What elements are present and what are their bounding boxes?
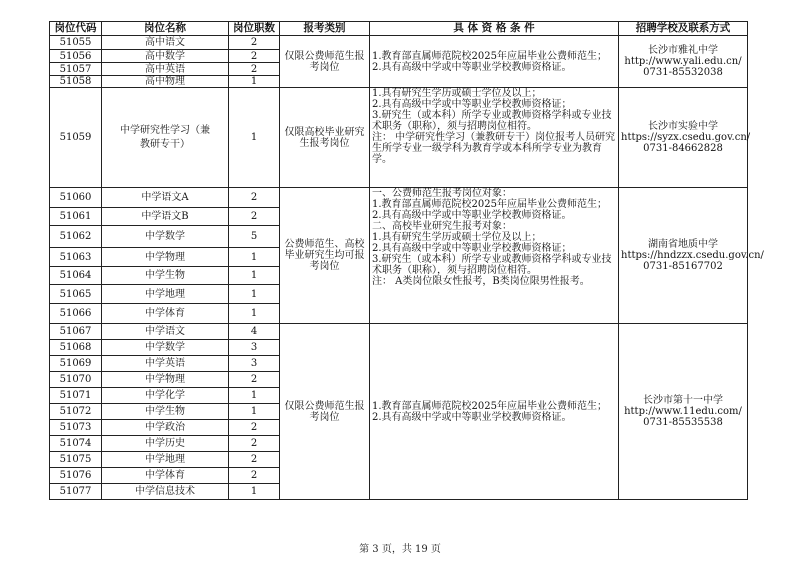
contact-cell [619, 324, 748, 500]
job-name-cell: 中学语文B [102, 208, 229, 226]
header-contact: 招聘学校及联系方式 [619, 22, 748, 36]
recruitment-table [49, 21, 764, 500]
job-name-cell: 高中物理 [102, 76, 229, 88]
category-cell: 仅限公费师范生报考岗位 [280, 36, 370, 88]
job-code-cell: 51068 [50, 340, 102, 356]
job-count-cell: 1 [229, 88, 280, 188]
job-name-cell: 中学物理 [102, 372, 229, 388]
school-website: http://www.yali.edu.cn/ [624, 56, 742, 67]
job-code-cell: 51056 [50, 50, 102, 63]
job-code-cell: 51072 [50, 404, 102, 420]
requirements-cell: 1.具有研究生学历或硕士学位及以上； 2.具有高级中学或中等职业学校教师资格证； 3.研究生（或本科）所学专业或教师资格学科或专业技术职务（职称），须与招聘岗位相符。 注： 中学研究性学习（兼教研专干）岗位报考人员研究生所学专业一级学科为教育学或本科所学专业为教育学。 [370, 88, 619, 188]
contact-cell [619, 36, 748, 88]
contact-cell [619, 88, 751, 188]
table-row [50, 88, 748, 188]
job-count-cell: 2 [229, 50, 280, 63]
job-code-cell: 51055 [50, 36, 102, 50]
job-count-cell: 1 [229, 388, 280, 404]
job-count-cell: 2 [229, 452, 280, 468]
school-phone: 0731-85167702 [643, 261, 723, 272]
job-name-cell: 中学数学 [102, 226, 229, 248]
job-code-cell: 51062 [50, 226, 102, 248]
table-row [50, 36, 748, 50]
job-count-cell: 1 [229, 248, 280, 267]
school-phone: 0731-85532038 [643, 67, 723, 78]
job-count-cell: 2 [229, 436, 280, 452]
job-code-cell: 51059 [50, 88, 102, 188]
job-code-cell: 51074 [50, 436, 102, 452]
job-count-cell: 2 [229, 188, 280, 208]
job-code-cell: 51076 [50, 468, 102, 484]
job-count-cell: 1 [229, 304, 280, 324]
job-count-cell: 5 [229, 226, 280, 248]
header-category: 报考类别 [280, 22, 370, 36]
job-code-cell: 51075 [50, 452, 102, 468]
job-name-cell: 中学研究性学习（兼教研专干） [102, 88, 229, 188]
school-name: 长沙市第十一中学 [643, 395, 723, 406]
job-name-cell: 中学英语 [102, 356, 229, 372]
table-body [50, 36, 764, 500]
job-count-cell: 4 [229, 324, 280, 340]
contact-cell [619, 188, 764, 324]
category-cell: 仅限公费师范生报考岗位 [280, 324, 370, 500]
job-name-cell: 中学生物 [102, 404, 229, 420]
job-count-cell: 2 [229, 468, 280, 484]
job-count-cell: 2 [229, 63, 280, 76]
job-count-cell: 1 [229, 285, 280, 304]
school-name: 湖南省地质中学 [648, 239, 718, 250]
job-name-cell: 高中英语 [102, 63, 229, 76]
job-count-cell: 1 [229, 404, 280, 420]
job-name-cell: 高中数学 [102, 50, 229, 63]
header-count: 岗位职数 [229, 22, 280, 36]
page-footer: 第 3 页，共 19 页 [359, 544, 441, 555]
header-name: 岗位名称 [102, 22, 229, 36]
table-row [50, 188, 748, 208]
requirements-cell: 一、公费师范生报考岗位对象： 1.教育部直属师范院校2025年应届毕业公费师范生； 2.具有高级中学或中等职业学校教师资格证。 二、高校毕业研究生报考对象： 1.具有研究生学历或硕士学位及以上； 2.具有高级中学或中等职业学校教师资格证； 3.研究生（或本科）所学专业或教师资格学科或专业技术职务（职称），须与招聘岗位相符。 注： A类岗位限女性报考，B类岗位限男性报考。 [370, 188, 619, 324]
job-count-cell: 1 [229, 484, 280, 500]
job-name-cell: 中学信息技术 [102, 484, 229, 500]
job-name-cell: 中学体育 [102, 304, 229, 324]
job-count-cell: 2 [229, 372, 280, 388]
job-count-cell: 1 [229, 76, 280, 88]
category-cell: 仅限高校毕业研究生报考岗位 [280, 88, 370, 188]
job-code-cell: 51058 [50, 76, 102, 88]
job-name-cell: 中学政治 [102, 420, 229, 436]
header-code: 岗位代码 [50, 22, 102, 36]
job-code-cell: 51065 [50, 285, 102, 304]
job-code-cell: 51070 [50, 372, 102, 388]
requirements-cell: 1.教育部直属师范院校2025年应届毕业公费师范生； 2.具有高级中学或中等职业学校教师资格证。 [370, 324, 619, 500]
school-name: 长沙市实验中学 [648, 121, 718, 132]
job-name-cell: 中学历史 [102, 436, 229, 452]
school-website: http://www.11edu.com/ [624, 406, 742, 417]
job-name-cell: 中学体育 [102, 468, 229, 484]
job-code-cell: 51061 [50, 208, 102, 226]
job-code-cell: 51073 [50, 420, 102, 436]
job-name-cell: 高中语文 [102, 36, 229, 50]
school-name: 长沙市雅礼中学 [648, 45, 718, 56]
job-code-cell: 51057 [50, 63, 102, 76]
header-requirements: 具 体 资 格 条 件 [370, 22, 619, 36]
job-code-cell: 51067 [50, 324, 102, 340]
job-code-cell: 51071 [50, 388, 102, 404]
job-name-cell: 中学地理 [102, 285, 229, 304]
job-count-cell: 2 [229, 36, 280, 50]
job-count-cell: 2 [229, 208, 280, 226]
job-code-cell: 51077 [50, 484, 102, 500]
job-name-cell: 中学数学 [102, 340, 229, 356]
job-name-cell: 中学地理 [102, 452, 229, 468]
job-count-cell: 2 [229, 420, 280, 436]
job-code-cell: 51069 [50, 356, 102, 372]
job-name-cell: 中学生物 [102, 267, 229, 285]
job-name-cell: 中学化学 [102, 388, 229, 404]
job-code-cell: 51060 [50, 188, 102, 208]
table-row [50, 324, 748, 340]
job-name-cell: 中学物理 [102, 248, 229, 267]
job-code-cell: 51066 [50, 304, 102, 324]
job-name-cell: 中学语文 [102, 324, 229, 340]
category-cell: 公费师范生、高校毕业研究生均可报考岗位 [280, 188, 370, 324]
table-header-row [50, 22, 748, 36]
job-count-cell: 1 [229, 267, 280, 285]
job-name-cell: 中学语文A [102, 188, 229, 208]
school-website: https://hndzzx.csedu.gov.cn/ [621, 250, 764, 261]
requirements-cell: 1.教育部直属师范院校2025年应届毕业公费师范生； 2.具有高级中学或中等职业学校教师资格证。 [370, 36, 619, 88]
school-website: https://syzx.csedu.gov.cn/ [621, 132, 751, 143]
job-count-cell: 3 [229, 356, 280, 372]
school-phone: 0731-85535538 [643, 417, 723, 428]
school-phone: 0731-84662828 [643, 143, 723, 154]
job-count-cell: 3 [229, 340, 280, 356]
job-code-cell: 51064 [50, 267, 102, 285]
job-code-cell: 51063 [50, 248, 102, 267]
